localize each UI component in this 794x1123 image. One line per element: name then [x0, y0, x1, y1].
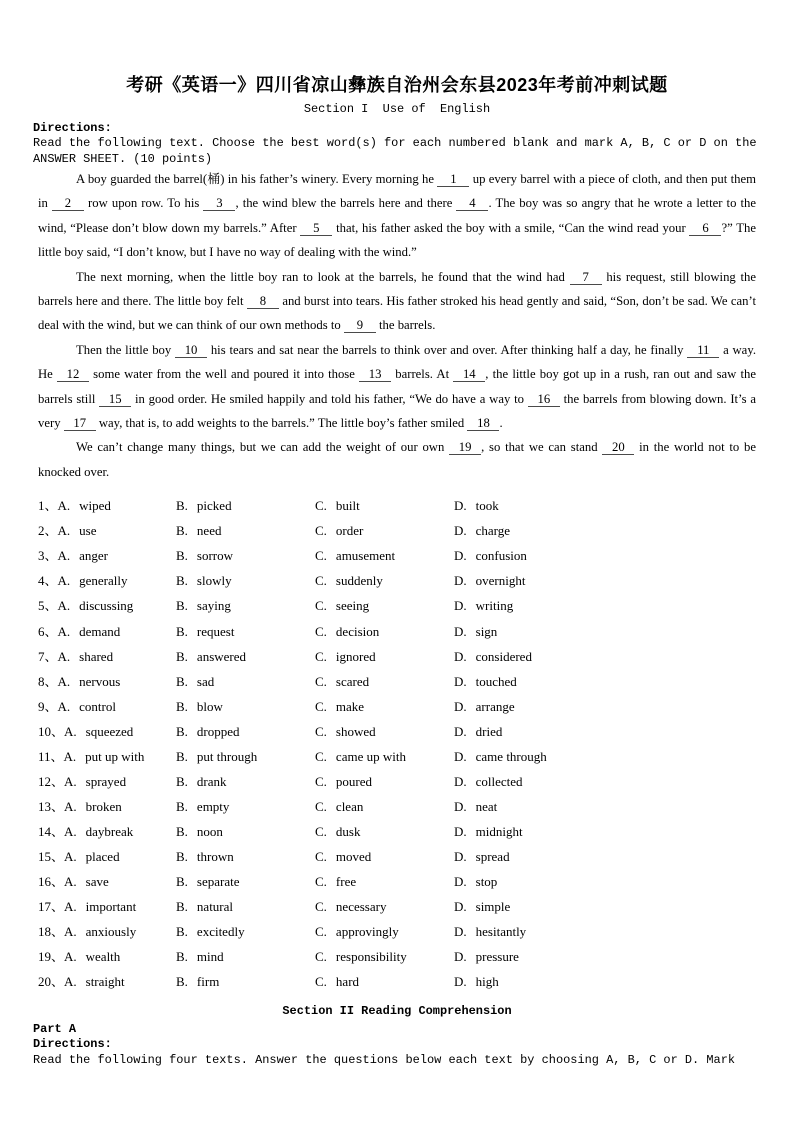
- option-2-c: [315, 518, 454, 543]
- option-9-d: [454, 694, 756, 719]
- option-20-c: [315, 969, 454, 994]
- option-row-11: [38, 744, 756, 769]
- cloze-blank-11: 11: [687, 344, 719, 358]
- option-8-d: [454, 669, 756, 694]
- option-word: dropped: [196, 723, 240, 739]
- cloze-blank-10: 10: [175, 344, 207, 358]
- option-letter: C.: [315, 548, 327, 564]
- option-letter: D.: [454, 924, 467, 940]
- option-word: ignored: [335, 648, 376, 664]
- option-word: daybreak: [85, 823, 134, 839]
- option-letter: 3、A.: [38, 548, 71, 564]
- option-word: scared: [335, 673, 370, 689]
- option-13-c: [315, 794, 454, 819]
- option-letter: C.: [315, 498, 327, 514]
- option-letter: C.: [315, 623, 327, 639]
- option-row-1: [38, 493, 756, 518]
- option-word: responsibility: [335, 949, 407, 965]
- option-letter: B.: [176, 873, 188, 889]
- option-6-b: [176, 619, 315, 644]
- option-word: firm: [196, 974, 220, 990]
- option-16-b: [176, 869, 315, 894]
- option-word: sprayed: [85, 773, 127, 789]
- option-letter: D.: [454, 873, 467, 889]
- option-word: free: [335, 873, 357, 889]
- option-word: spread: [475, 848, 510, 864]
- cloze-blank-2: 2: [52, 197, 84, 211]
- option-letter: B.: [176, 924, 188, 940]
- option-letter: C.: [315, 873, 327, 889]
- option-word: amusement: [335, 548, 396, 564]
- option-letter: C.: [315, 899, 327, 915]
- option-10-b: [176, 719, 315, 744]
- option-word: simple: [475, 899, 511, 915]
- option-4-c: [315, 568, 454, 593]
- option-1-c: [315, 493, 454, 518]
- option-word: sad: [196, 673, 215, 689]
- option-row-6: [38, 619, 756, 644]
- option-word: came through: [475, 748, 547, 764]
- option-row-4: [38, 568, 756, 593]
- option-20-d: [454, 969, 756, 994]
- option-4-a: [38, 568, 176, 593]
- option-letter: B.: [176, 823, 188, 839]
- option-letter: 17、A.: [38, 899, 77, 915]
- cloze-blank-14: 14: [453, 368, 485, 382]
- option-word: save: [85, 873, 109, 889]
- option-18-b: [176, 919, 315, 944]
- option-word: built: [335, 498, 360, 514]
- option-9-a: [38, 694, 176, 719]
- option-5-d: [454, 593, 756, 618]
- option-word: put up with: [85, 748, 145, 764]
- option-letter: D.: [454, 598, 467, 614]
- option-word: placed: [85, 848, 120, 864]
- option-word: pressure: [475, 949, 519, 965]
- option-word: request: [196, 623, 235, 639]
- option-word: hesitantly: [475, 924, 527, 940]
- option-word: important: [85, 899, 137, 915]
- option-16-d: [454, 869, 756, 894]
- option-4-d: [454, 568, 756, 593]
- option-letter: B.: [176, 523, 188, 539]
- option-11-c: [315, 744, 454, 769]
- option-letter: B.: [176, 623, 188, 639]
- directions-block-1: [33, 120, 764, 168]
- option-3-b: [176, 543, 315, 568]
- option-letter: B.: [176, 974, 188, 990]
- option-word: touched: [475, 673, 517, 689]
- option-word: sign: [475, 623, 498, 639]
- option-letter: 6、A.: [38, 623, 71, 639]
- option-7-b: [176, 644, 315, 669]
- option-14-d: [454, 819, 756, 844]
- option-letter: C.: [315, 924, 327, 940]
- option-letter: B.: [176, 598, 188, 614]
- option-letter: C.: [315, 773, 327, 789]
- option-word: anger: [79, 548, 109, 564]
- option-1-b: [176, 493, 315, 518]
- cloze-blank-5: 5: [300, 222, 332, 236]
- option-15-c: [315, 844, 454, 869]
- cloze-paragraph: Then the little boy 10 his tears and sat near the barrels to think over and over. After thinking half a day, he finally 11 a way. He 12 some water from the well and poured it into those 13 barrels. At 14 , the little boy got up in a rush, ran out and saw the barrels still 15 in good order. He smiled happily and told his father, “We do have a way to 16 the barrels from blowing down. It’s a very 17 way, that is, to add weights to the barrels.” The little boy’s father smiled 18 .: [38, 342, 757, 431]
- option-row-13: [38, 794, 756, 819]
- option-6-d: [454, 619, 756, 644]
- option-word: charge: [475, 523, 511, 539]
- option-18-d: [454, 919, 756, 944]
- option-17-c: [315, 894, 454, 919]
- option-1-a: [38, 493, 176, 518]
- option-word: picked: [196, 498, 232, 514]
- option-word: suddenly: [335, 573, 383, 589]
- option-letter: 8、A.: [38, 673, 71, 689]
- option-15-b: [176, 844, 315, 869]
- option-2-d: [454, 518, 756, 543]
- option-word: mind: [196, 949, 224, 965]
- option-word: order: [335, 523, 364, 539]
- option-letter: D.: [454, 523, 467, 539]
- option-word: wealth: [85, 949, 121, 965]
- option-5-b: [176, 593, 315, 618]
- option-6-c: [315, 619, 454, 644]
- option-word: anxiously: [85, 924, 137, 940]
- page-title: 考研《英语一》四川省凉山彝族自治州会东县2023年考前冲刺试题: [126, 75, 668, 95]
- option-15-a: [38, 844, 176, 869]
- option-letter: 1、A.: [38, 498, 71, 514]
- part-a-label: Part A: [33, 1021, 76, 1036]
- option-word: separate: [196, 873, 240, 889]
- option-letter: B.: [176, 848, 188, 864]
- option-letter: C.: [315, 598, 327, 614]
- option-row-5: [38, 593, 756, 618]
- option-word: poured: [335, 773, 373, 789]
- option-word: natural: [196, 899, 234, 915]
- option-letter: 5、A.: [38, 598, 71, 614]
- option-word: empty: [196, 798, 230, 814]
- option-letter: 13、A.: [38, 798, 77, 814]
- option-8-a: [38, 669, 176, 694]
- option-8-c: [315, 669, 454, 694]
- cloze-paragraph: A boy guarded the barrel(桶) in his father’s winery. Every morning he 1 up every barrel with a piece of cloth, and then put them in 2 row upon row. To his 3 , the wind blew the barrels here and there 4 . The boy was so angry that he wrote a letter to the wind, “Please don’t blow down my barrels.” After 5 that, his father asked the boy with a smile, “Can the wind read your 6 ?” The little boy said, “I don’t know, but I have no way of dealing with the wind.”: [38, 172, 757, 260]
- option-letter: D.: [454, 823, 467, 839]
- option-word: neat: [475, 798, 498, 814]
- cloze-blank-15: 15: [99, 393, 131, 407]
- option-15-d: [454, 844, 756, 869]
- option-letter: D.: [454, 498, 467, 514]
- option-word: high: [475, 974, 499, 990]
- option-letter: C.: [315, 949, 327, 965]
- option-letter: B.: [176, 899, 188, 915]
- option-row-10: [38, 719, 756, 744]
- option-18-a: [38, 919, 176, 944]
- option-letter: B.: [176, 949, 188, 965]
- option-word: generally: [79, 573, 128, 589]
- option-19-b: [176, 944, 315, 969]
- cloze-blank-7: 7: [570, 271, 602, 285]
- cloze-blank-8: 8: [247, 295, 279, 309]
- section1-heading: Section I Use of English: [303, 102, 491, 116]
- option-letter: D.: [454, 974, 467, 990]
- part-a-block: [33, 1021, 756, 1069]
- cloze-paragraph: We can’t change many things, but we can add the weight of our own 19 , so that we can stand 20 in the world not to be knocked over.: [38, 440, 756, 479]
- option-word: moved: [335, 848, 372, 864]
- option-row-20: [38, 969, 756, 994]
- option-row-15: [38, 844, 756, 869]
- option-word: sorrow: [196, 548, 234, 564]
- option-3-c: [315, 543, 454, 568]
- option-letter: D.: [454, 848, 467, 864]
- option-10-a: [38, 719, 176, 744]
- option-word: showed: [335, 723, 376, 739]
- option-14-b: [176, 819, 315, 844]
- option-row-9: [38, 694, 756, 719]
- option-1-d: [454, 493, 756, 518]
- option-13-d: [454, 794, 756, 819]
- option-word: shared: [79, 648, 114, 664]
- option-letter: 18、A.: [38, 924, 77, 940]
- cloze-blank-3: 3: [203, 197, 235, 211]
- directions-label-2: Directions:: [33, 1037, 112, 1052]
- section2-heading: Section II Reading Comprehension: [282, 1004, 512, 1019]
- option-letter: D.: [454, 573, 467, 589]
- option-row-19: [38, 944, 756, 969]
- option-letter: C.: [315, 823, 327, 839]
- option-word: answered: [196, 648, 247, 664]
- option-letter: C.: [315, 798, 327, 814]
- option-letter: C.: [315, 723, 327, 739]
- option-14-a: [38, 819, 176, 844]
- option-word: discussing: [79, 598, 134, 614]
- cloze-blank-9: 9: [344, 319, 376, 333]
- option-10-d: [454, 719, 756, 744]
- option-word: collected: [475, 773, 523, 789]
- option-row-17: [38, 894, 756, 919]
- option-letter: 14、A.: [38, 823, 77, 839]
- cloze-blank-4: 4: [456, 197, 488, 211]
- option-letter: C.: [315, 848, 327, 864]
- option-5-c: [315, 593, 454, 618]
- option-letter: C.: [315, 573, 327, 589]
- option-17-a: [38, 894, 176, 919]
- option-letter: D.: [454, 899, 467, 915]
- option-11-a: [38, 744, 176, 769]
- option-letter: C.: [315, 974, 327, 990]
- option-letter: D.: [454, 623, 467, 639]
- option-row-12: [38, 769, 756, 794]
- option-19-c: [315, 944, 454, 969]
- option-word: came up with: [335, 748, 406, 764]
- option-letter: B.: [176, 723, 188, 739]
- option-letter: 2、A.: [38, 523, 71, 539]
- option-12-a: [38, 769, 176, 794]
- cloze-blank-18: 18: [467, 417, 499, 431]
- option-word: writing: [475, 598, 514, 614]
- option-word: hard: [335, 974, 360, 990]
- option-letter: C.: [315, 698, 327, 714]
- option-letter: B.: [176, 798, 188, 814]
- cloze-blank-19: 19: [449, 441, 481, 455]
- option-20-a: [38, 969, 176, 994]
- option-letter: D.: [454, 548, 467, 564]
- option-word: saying: [196, 598, 231, 614]
- option-letter: 4、A.: [38, 573, 71, 589]
- option-11-b: [176, 744, 315, 769]
- option-10-c: [315, 719, 454, 744]
- option-2-b: [176, 518, 315, 543]
- option-letter: C.: [315, 648, 327, 664]
- option-letter: 20、A.: [38, 974, 77, 990]
- option-letter: D.: [454, 698, 467, 714]
- option-word: nervous: [79, 673, 121, 689]
- option-12-b: [176, 769, 315, 794]
- option-3-d: [454, 543, 756, 568]
- option-17-d: [454, 894, 756, 919]
- option-word: drank: [196, 773, 227, 789]
- option-11-d: [454, 744, 756, 769]
- option-word: overnight: [475, 573, 526, 589]
- option-word: decision: [335, 623, 380, 639]
- option-17-b: [176, 894, 315, 919]
- option-3-a: [38, 543, 176, 568]
- option-letter: C.: [315, 523, 327, 539]
- option-row-18: [38, 919, 756, 944]
- option-letter: 9、A.: [38, 698, 71, 714]
- cloze-blank-12: 12: [57, 368, 89, 382]
- option-word: need: [196, 523, 222, 539]
- option-word: dried: [475, 723, 503, 739]
- option-word: blow: [196, 698, 223, 714]
- option-word: seeing: [335, 598, 370, 614]
- cloze-blank-20: 20: [602, 441, 634, 455]
- option-19-d: [454, 944, 756, 969]
- option-letter: 16、A.: [38, 873, 77, 889]
- option-letter: 10、A.: [38, 723, 77, 739]
- option-8-b: [176, 669, 315, 694]
- option-4-b: [176, 568, 315, 593]
- option-row-14: [38, 819, 756, 844]
- cloze-blank-13: 13: [359, 368, 391, 382]
- option-letter: 15、A.: [38, 848, 77, 864]
- option-word: stop: [475, 873, 498, 889]
- option-row-3: [38, 543, 756, 568]
- option-row-8: [38, 669, 756, 694]
- option-letter: D.: [454, 773, 467, 789]
- option-row-7: [38, 644, 756, 669]
- option-7-c: [315, 644, 454, 669]
- option-letter: 19、A.: [38, 949, 77, 965]
- option-letter: D.: [454, 648, 467, 664]
- option-word: wiped: [79, 498, 111, 514]
- option-7-d: [454, 644, 756, 669]
- option-word: control: [79, 698, 116, 714]
- directions-label: Directions:: [33, 120, 112, 135]
- option-row-16: [38, 869, 756, 894]
- directions-text: Read the following text. Choose the best word(s) for each numbered blank and mark A, B, C or D on the ANSWER SHEET. (10 points): [33, 136, 764, 166]
- directions-text-2: Read the following four texts. Answer the questions below each text by choosing A, B, C or D. Mark: [33, 1052, 736, 1067]
- option-letter: B.: [176, 748, 188, 764]
- option-19-a: [38, 944, 176, 969]
- options-list: [38, 493, 756, 994]
- option-2-a: [38, 518, 176, 543]
- option-letter: 7、A.: [38, 648, 71, 664]
- option-12-d: [454, 769, 756, 794]
- option-7-a: [38, 644, 176, 669]
- option-word: necessary: [335, 899, 387, 915]
- option-letter: B.: [176, 648, 188, 664]
- option-letter: B.: [176, 498, 188, 514]
- option-word: dusk: [335, 823, 361, 839]
- option-9-c: [315, 694, 454, 719]
- option-word: midnight: [475, 823, 523, 839]
- option-letter: D.: [454, 748, 467, 764]
- option-word: noon: [196, 823, 223, 839]
- option-13-b: [176, 794, 315, 819]
- cloze-blank-1: 1: [437, 173, 469, 187]
- cloze-paragraph: The next morning, when the little boy ran to look at the barrels, he found that the wind had 7 his request, still blowing the barrels here and there. The little boy felt 8 and burst into tears. His father stroked his head gently and said, “Son, don’t be sad. We can’t deal with the wind, but we can think of our own methods to 9 the barrels.: [38, 269, 756, 333]
- option-6-a: [38, 619, 176, 644]
- option-word: slowly: [196, 573, 232, 589]
- option-word: put through: [196, 748, 258, 764]
- option-letter: C.: [315, 748, 327, 764]
- option-word: confusion: [475, 548, 527, 564]
- cloze-text: [38, 167, 756, 484]
- option-word: arrange: [475, 698, 515, 714]
- option-word: approvingly: [335, 924, 399, 940]
- option-word: considered: [475, 648, 532, 664]
- option-word: thrown: [196, 848, 234, 864]
- option-18-c: [315, 919, 454, 944]
- option-letter: B.: [176, 573, 188, 589]
- option-13-a: [38, 794, 176, 819]
- cloze-blank-6: 6: [689, 222, 721, 236]
- option-letter: C.: [315, 673, 327, 689]
- option-letter: D.: [454, 673, 467, 689]
- option-letter: B.: [176, 673, 188, 689]
- cloze-blank-16: 16: [528, 393, 560, 407]
- option-word: demand: [79, 623, 121, 639]
- option-letter: B.: [176, 773, 188, 789]
- option-5-a: [38, 593, 176, 618]
- option-16-a: [38, 869, 176, 894]
- option-20-b: [176, 969, 315, 994]
- option-letter: B.: [176, 698, 188, 714]
- cloze-blank-17: 17: [64, 417, 96, 431]
- option-word: straight: [85, 974, 125, 990]
- option-14-c: [315, 819, 454, 844]
- option-word: broken: [85, 798, 122, 814]
- option-word: make: [335, 698, 365, 714]
- option-word: took: [475, 498, 499, 514]
- option-9-b: [176, 694, 315, 719]
- option-letter: D.: [454, 949, 467, 965]
- option-letter: 11、A.: [38, 748, 77, 764]
- option-letter: 12、A.: [38, 773, 77, 789]
- option-12-c: [315, 769, 454, 794]
- option-letter: D.: [454, 798, 467, 814]
- option-word: squeezed: [85, 723, 134, 739]
- option-16-c: [315, 869, 454, 894]
- option-word: clean: [335, 798, 364, 814]
- option-letter: D.: [454, 723, 467, 739]
- option-word: use: [79, 523, 97, 539]
- option-letter: B.: [176, 548, 188, 564]
- option-word: excitedly: [196, 924, 245, 940]
- option-row-2: [38, 518, 756, 543]
